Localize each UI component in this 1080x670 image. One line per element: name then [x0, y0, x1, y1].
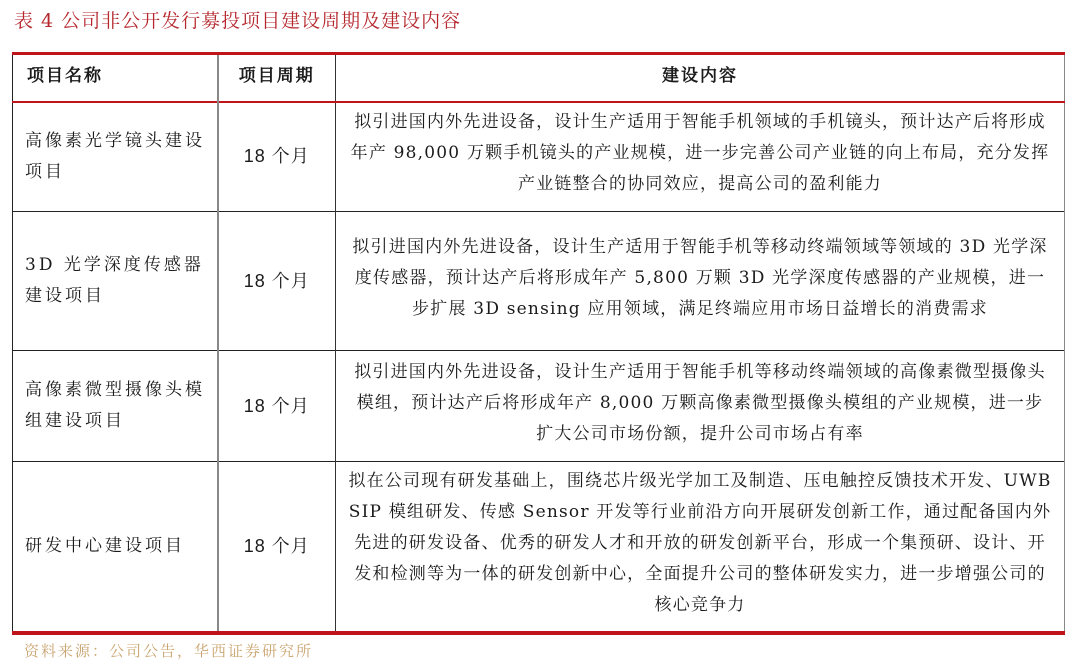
project-table-container — [12, 52, 1065, 635]
source-note: 资料来源：公司公告，华西证券研究所 — [24, 642, 314, 660]
table-row — [13, 212, 1065, 351]
project-content-cell: 拟引进国内外先进设备，设计生产适用于智能手机等移动终端领域等领域的 3D 光学深度传感器，预计达产后将形成年产 5,800 万颗 3D 光学深度传感器的产业规模，进一步扩展 3D sensing 应用领域，满足终端应用市场日益增长的消费需求 — [336, 212, 1065, 351]
project-name-cell: 研发中心建设项目 — [13, 462, 218, 634]
table-row — [13, 351, 1065, 462]
project-period-cell: 18 个月 — [218, 351, 336, 462]
table-body — [13, 102, 1065, 634]
project-content-cell: 拟在公司现有研发基础上，围绕芯片级光学加工及制造、压电触控反馈技术开发、UWB SIP 模组研发、传感 Sensor 开发等行业前沿方向开展研发创新工作，通过配备国内外先进的研发设备、优秀的研发人才和开放的研发创新平台，形成一个集预研、设计、开发和检测等为一体的研发创新中心，全面提升公司的整体研发实力，进一步增强公司的核心竞争力 — [336, 462, 1065, 634]
project-table — [12, 52, 1065, 635]
project-name-cell: 3D 光学深度传感器建设项目 — [13, 212, 218, 351]
project-content-cell: 拟引进国内外先进设备，设计生产适用于智能手机领域的手机镜头，预计达产后将形成年产 98,000 万颗手机镜头的产业规模，进一步完善公司产业链的向上布局，充分发挥产业链整合的协同效应，提高公司的盈利能力 — [336, 102, 1065, 212]
project-content-cell: 拟引进国内外先进设备，设计生产适用于智能手机等移动终端领域的高像素微型摄像头模组，预计达产后将形成年产 8,000 万颗高像素微型摄像头模组的产业规模，进一步扩大公司市场份额，提升公司市场占有率 — [336, 351, 1065, 462]
table-caption: 表 4 公司非公开发行募投项目建设周期及建设内容 — [14, 10, 462, 32]
project-period-cell: 18 个月 — [218, 102, 336, 212]
header-construction-content: 建设内容 — [336, 54, 1065, 102]
table-row — [13, 462, 1065, 634]
project-name-cell: 高像素光学镜头建设项目 — [13, 102, 218, 212]
project-period-cell: 18 个月 — [218, 462, 336, 634]
project-period-cell: 18 个月 — [218, 212, 336, 351]
table-header — [13, 54, 1065, 102]
table-row — [13, 102, 1065, 212]
header-project-name: 项目名称 — [13, 54, 218, 102]
project-name-cell: 高像素微型摄像头模组建设项目 — [13, 351, 218, 462]
header-project-period: 项目周期 — [218, 54, 336, 102]
